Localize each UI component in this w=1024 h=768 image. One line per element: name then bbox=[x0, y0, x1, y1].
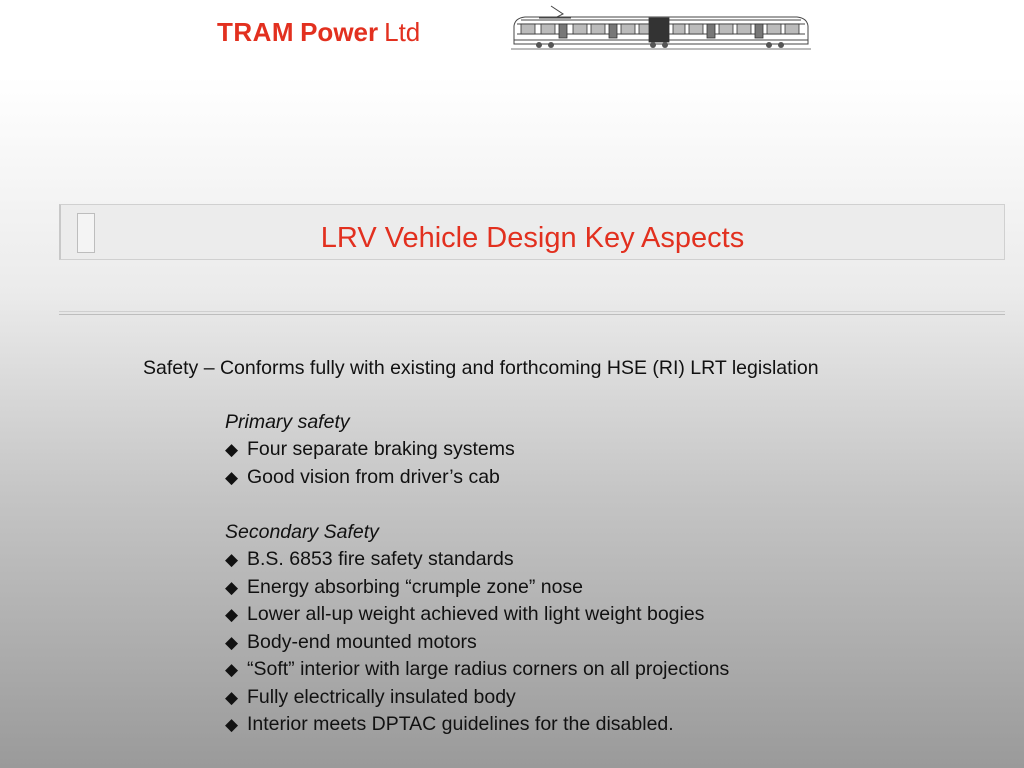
list-item: ◆ Fully electrically insulated body bbox=[225, 684, 1005, 712]
list-item: ◆ Interior meets DPTAC guidelines for the disabled. bbox=[225, 711, 1005, 739]
tram-drawing-icon bbox=[511, 4, 811, 52]
list-item: ◆ Four separate braking systems bbox=[225, 436, 1005, 464]
list-item: ◆ Good vision from driver’s cab bbox=[225, 464, 1005, 492]
divider bbox=[59, 311, 1005, 315]
logo-word-ltd: Ltd bbox=[384, 17, 421, 47]
list-item: ◆ Energy absorbing “crumple zone” nose bbox=[225, 574, 1005, 602]
list-item: ◆ Lower all-up weight achieved with light weight bogies bbox=[225, 601, 1005, 629]
diamond-bullet-icon: ◆ bbox=[225, 660, 239, 679]
slide-title: LRV Vehicle Design Key Aspects bbox=[320, 222, 745, 254]
diamond-bullet-icon: ◆ bbox=[225, 715, 239, 734]
list-item: ◆ Body-end mounted motors bbox=[225, 629, 1005, 657]
primary-safety-group bbox=[225, 409, 1005, 491]
logo-word-tram: TRAM bbox=[217, 17, 295, 47]
diamond-bullet-icon: ◆ bbox=[225, 605, 239, 624]
secondary-safety-heading: Secondary Safety bbox=[225, 521, 379, 543]
intro-text: Safety – Conforms fully with existing and forthcoming HSE (RI) LRT legislation bbox=[143, 357, 819, 379]
list-item: ◆ “Soft” interior with large radius corners on all projections bbox=[225, 656, 1005, 684]
secondary-safety-group bbox=[225, 519, 1005, 739]
diamond-bullet-icon: ◆ bbox=[225, 687, 239, 707]
diamond-bullet-icon: ◆ bbox=[225, 467, 239, 487]
primary-safety-heading: Primary safety bbox=[225, 411, 350, 433]
company-logo bbox=[217, 14, 420, 50]
title-bar bbox=[59, 204, 1005, 260]
diamond-bullet-icon: ◆ bbox=[225, 577, 239, 597]
logo-word-power: Power bbox=[300, 17, 379, 47]
diamond-bullet-icon: ◆ bbox=[225, 632, 239, 652]
diamond-bullet-icon: ◆ bbox=[225, 550, 239, 569]
diamond-bullet-icon: ◆ bbox=[225, 440, 239, 459]
list-item: ◆ B.S. 6853 fire safety standards bbox=[225, 546, 1005, 574]
